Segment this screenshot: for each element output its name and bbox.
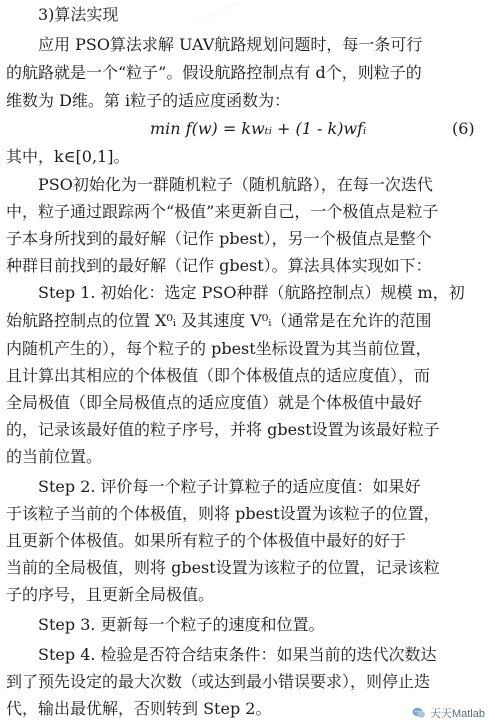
step-3-line: Step 3. 更新每一个粒子的速度和位置。 <box>38 615 325 634</box>
step-4-line: Step 4. 检验是否符合结束条件：如果当前的迭代次数达 <box>38 645 437 664</box>
text-line: 种群目前找到的最好解（记作 gbest）。算法具体实现如下： <box>6 256 432 275</box>
text-line: 应用 PSO算法求解 UAV航路规划问题时，每一条可行 <box>38 35 423 54</box>
text-line: 子本身所找到的最好解（记作 pbest），另一个极值点是整个 <box>6 229 432 248</box>
text-line: 的当前位置。 <box>6 447 103 466</box>
text-line: 且更新个体极值。如果所有粒子的个体极值中最好的好于 <box>6 531 407 550</box>
text-line: 维数为 D维。第 i粒子的适应度函数为： <box>6 91 291 110</box>
text-line: 子的序号，且更新全局极值。 <box>6 585 215 604</box>
text-line: 代，输出最优解，否则转到 Step 2。 <box>6 699 272 718</box>
equation-number: (6) <box>452 119 475 138</box>
section-heading: 3)算法实现 <box>38 5 119 24</box>
text-line: 的，记录该最好值的粒子序号，并将 gbest设置为该最好粒子 <box>6 420 440 439</box>
text-line: 全局极值（即全局极值点的适应度值）就是个体极值中最好 <box>6 393 423 412</box>
watermark <box>408 704 489 722</box>
step-1-line: Step 1. 初始化：选定 PSO种群（航路控制点）规模 m，初 <box>38 283 465 302</box>
text-line: 于该粒子当前的个体极值，则将 pbest设置为该粒子的位置， <box>6 504 440 523</box>
text-line: 当前的全局极值，则将 gbest设置为该粒子的位置，记录该粒 <box>6 558 440 577</box>
text-line: 其中，k∈[0,1]。 <box>6 147 130 166</box>
text-line: 到了预先设定的最大次数（或达到最小错误要求），则停止迭 <box>6 672 431 691</box>
fitness-formula: min f(w) = kwₜᵢ + (1 - k)wfᵢ <box>150 119 367 138</box>
text-line: PSO初始化为一群随机粒子（随机航路），在每一次迭代 <box>38 175 433 194</box>
text-line: 始航路控制点的位置 X⁰ᵢ 及其速度 V⁰ᵢ（通常是在允许的范围 <box>6 311 432 330</box>
wechat-icon <box>412 706 426 720</box>
text-line: 中，粒子通过跟踪两个“极值”来更新自己，一个极值点是粒子 <box>6 202 439 221</box>
text-line: 且计算出其相应的个体极值（即个体极值点的适应度值），而 <box>6 366 431 385</box>
text-line: 内随机产生的），每个粒子的 pbest坐标设置为其当前位置， <box>6 339 432 358</box>
step-2-line: Step 2. 评价每一个粒子计算粒子的适应度值：如果好 <box>38 477 421 496</box>
watermark-text: 天天Matlab <box>429 708 485 720</box>
text-line: 的航路就是一个“粒子”。假设航路控制点有 d个，则粒子的 <box>6 63 422 82</box>
